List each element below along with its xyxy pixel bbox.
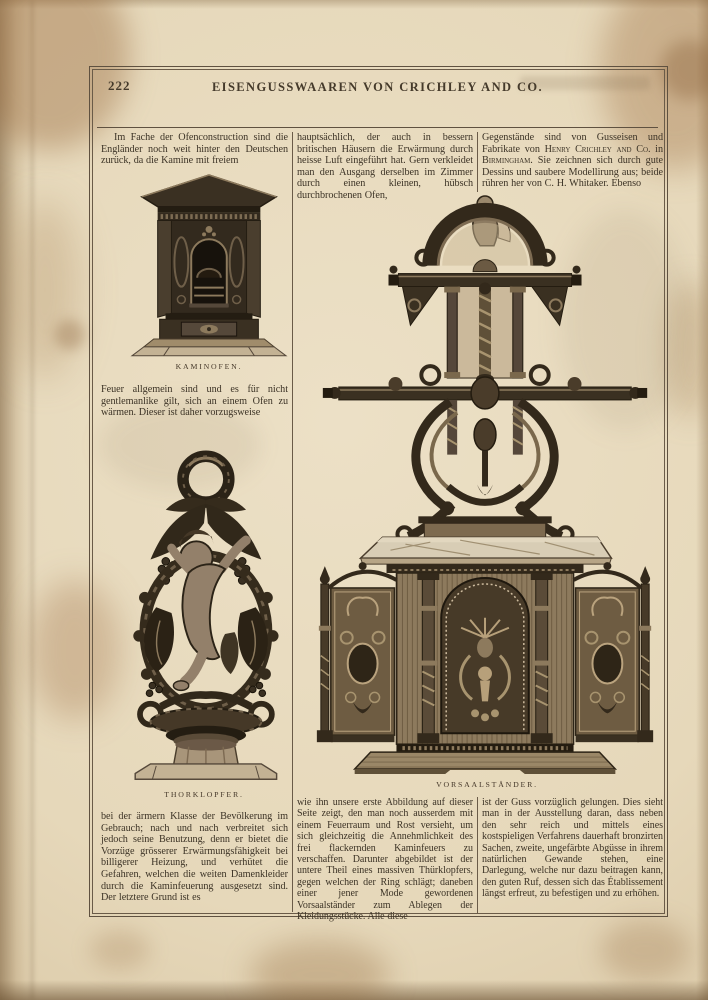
- vorsaalstaender-caption: VORSAALSTÄNDER.: [436, 780, 538, 789]
- left-paragraph-2: Feuer allgemein sind und es für nicht gentlemanlike gilt, sich an einem Ofen zu wärmen. Dieser ist daher vorzugsweise: [101, 384, 288, 419]
- binding-shadow: [0, 0, 30, 1000]
- right-paragraph-bottom: ist der Guss vorzüglich gelungen. Dies sieht man in der Ausstellung daran, dass neben den sehr reich und mittels eines kostspieligen Verfahrens dauerhaft bronzirten Sachen, zweite, ungefärbte Abgüsse in ihrem natürlichen Gewande stehen, eine Darlegung, welche nur dazu beitragen kann, den guten Ruf, dessen sich das Établissement längst erfreut, zu befestigen und zu erhöhen.: [482, 797, 663, 900]
- column-divider-right-top: [477, 132, 478, 192]
- stain: [10, 200, 80, 380]
- header-rule: [97, 127, 658, 128]
- bottom-edge-shadow: [0, 980, 708, 1000]
- company-name: Henry Crichley and Co.: [544, 143, 651, 155]
- city-name: Birmingham: [482, 155, 531, 167]
- page-title: EISENGUSSWAAREN VON CRICHLEY AND CO.: [211, 80, 544, 94]
- middle-paragraph-top: hauptsächlich, der auch in bessern britischen Häusern die Erwärmung durch heisse Luft eingeführt hat. Gern verkleidet man den Ausgang derselben im Zimmer durch einen kleinen, hübsch durchbrochenen Ofen,: [297, 132, 473, 201]
- right-top-text-2: . Sie zeichnen sich durch gute Dessins und saubere Modellirung aus; beide rühren her von C. H. Whitaker. Ebenso: [482, 155, 663, 190]
- right-top-text-1: in: [650, 143, 664, 155]
- stain: [55, 320, 85, 350]
- middle-paragraph-bottom: wie ihn unsere erste Abbildung auf dieser Seite zeigt, den man noch ausserdem mit einem Feuerraum und Rost versieht, um sich gleichzeitig die Annehmlichkeit des frei flackernden Kaminfeuers zu verschaffen. Darunter abgebildet ist der untere Theil eines massiven Thürklopfers, gegen welchen der Ring schlägt; daneben einer jener Mode gewordenen Vorsaalständer zum Ablegen der Kleidungsstücke. Alle diese: [297, 797, 473, 923]
- stain: [600, 920, 690, 980]
- thorklopfer-engraving: [118, 437, 290, 787]
- stain: [665, 280, 708, 420]
- thorklopfer-caption: THORKLOPFER.: [164, 790, 244, 799]
- column-divider-left: [292, 132, 293, 912]
- left-paragraph-1: Im Fache der Ofenconstruction sind die Engländer noch weit hinter den Deutschen zurück, da die Kamine mit freiem: [101, 132, 288, 167]
- right-edge-shadow: [696, 0, 708, 1000]
- top-edge-shadow: [0, 0, 708, 9]
- kaminofen-engraving: [130, 162, 288, 359]
- stain: [250, 940, 390, 1000]
- kaminofen-caption: KAMINOFEN.: [175, 362, 243, 371]
- left-paragraph-3: bei der ärmern Klasse der Bevölkerung im Gebrauch; nach und nach verbreitet sich jedoch seine Benutzung, denn er bietet die Vorzüge grösserer Erwärmungsfähigkeit bei billigerer Heizung, und verhütet die Gefahren, welchen die weiten Damenkleider durch die Kaminfeuerung ausgesetzt sind. Der letztere Grund ist es: [101, 811, 288, 904]
- page-fold-line: [30, 0, 34, 1000]
- right-top-text-0: Gegenstände sind von Gusseisen und Fabrikate von: [482, 132, 663, 155]
- column-divider-right-bottom: [477, 797, 478, 914]
- right-paragraph-top: [482, 132, 663, 190]
- stain: [90, 930, 150, 970]
- page-number: 222: [108, 78, 131, 93]
- vorsaalstaender-engraving: [310, 188, 665, 775]
